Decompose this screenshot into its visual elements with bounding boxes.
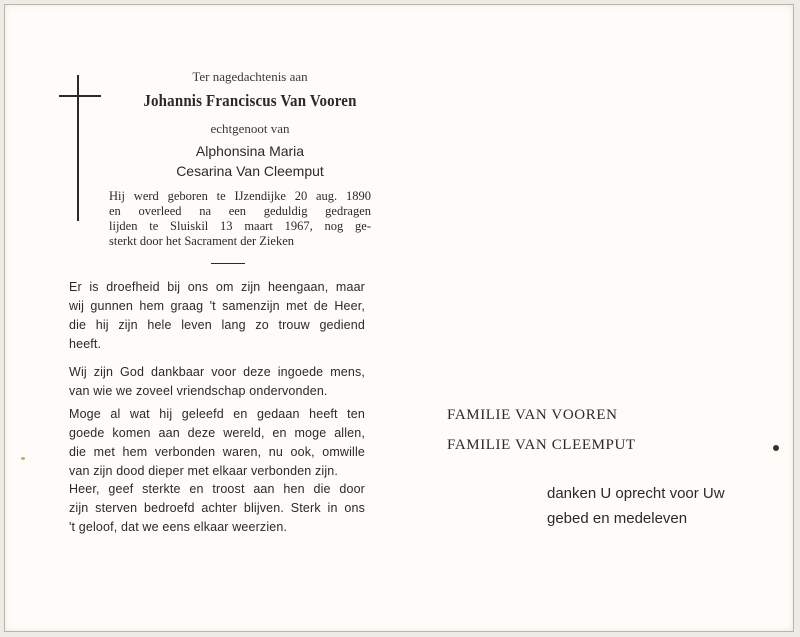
spouse-name-line-1: Alphonsina Maria <box>195 143 305 159</box>
paragraph-line: heeft. <box>69 337 102 351</box>
bio-line: lijden te Sluiskil 13 maart 1967, nog ge- <box>109 219 371 233</box>
bio-line: sterkt door het Sacrament der Zieken <box>109 234 294 248</box>
family-van-cleemput: FAMILIE VAN CLEEMPUT <box>447 437 636 453</box>
paragraph-gratitude <box>69 363 365 401</box>
spouse-intro: echtgenoot van <box>210 121 290 136</box>
bio-line: en overleed na een geduldig gedragen <box>109 204 371 218</box>
paragraph-prayer <box>69 480 365 537</box>
paragraph-line: Moge al wat hij geleefd en gedaan heeft ten <box>69 407 365 421</box>
paragraph-wish <box>69 405 365 481</box>
memorial-card <box>4 4 794 632</box>
paragraph-line: 't geloof, dat we eens elkaar weerzien. <box>69 520 288 534</box>
family-van-vooren: FAMILIE VAN VOOREN <box>447 407 618 423</box>
paragraph-line: Wij zijn God dankbaar voor deze ingoede mens, <box>69 365 365 379</box>
paragraph-line: Er is droefheid bij ons om zijn heengaan, maar <box>69 280 365 294</box>
paragraph-line: wij gunnen hem graag 't samenzijn met de Heer, <box>69 299 365 313</box>
deceased-name: Johannis Franciscus Van Vooren <box>143 91 357 110</box>
divider <box>211 263 245 264</box>
intro-text: Ter nagedachtenis aan <box>192 69 308 84</box>
spouse-name-line-2: Cesarina Van Cleemput <box>176 163 324 179</box>
biography <box>109 189 371 249</box>
bio-line: Hij werd geboren te IJzendijke 20 aug. 1890 <box>109 189 371 203</box>
paragraph-line: die met hem verbonden waren, nu ook, omwille <box>69 445 365 459</box>
paragraph-line: Heer, geef sterkte en troost aan hen die door <box>69 482 365 496</box>
paragraph-line: die hij zijn hele leven lang zo trouw gediend <box>69 318 365 332</box>
paragraph-grief <box>69 278 365 354</box>
thanks-line-1: danken U oprecht voor Uw <box>547 485 725 502</box>
ink-speck <box>773 445 779 451</box>
thanks-line-2: gebed en medeleven <box>547 510 688 527</box>
stain-speck <box>21 457 25 460</box>
paragraph-line: van wie we zoveel vriendschap ondervonden. <box>69 384 328 398</box>
paragraph-line: van zijn dood dieper met elkaar verbonden zijn. <box>69 464 339 478</box>
paragraph-line: goede komen aan deze wereld, en moge allen, <box>69 426 365 440</box>
paragraph-line: zijn sterven bedroefd achter blijven. Sterk in ons <box>69 501 365 515</box>
